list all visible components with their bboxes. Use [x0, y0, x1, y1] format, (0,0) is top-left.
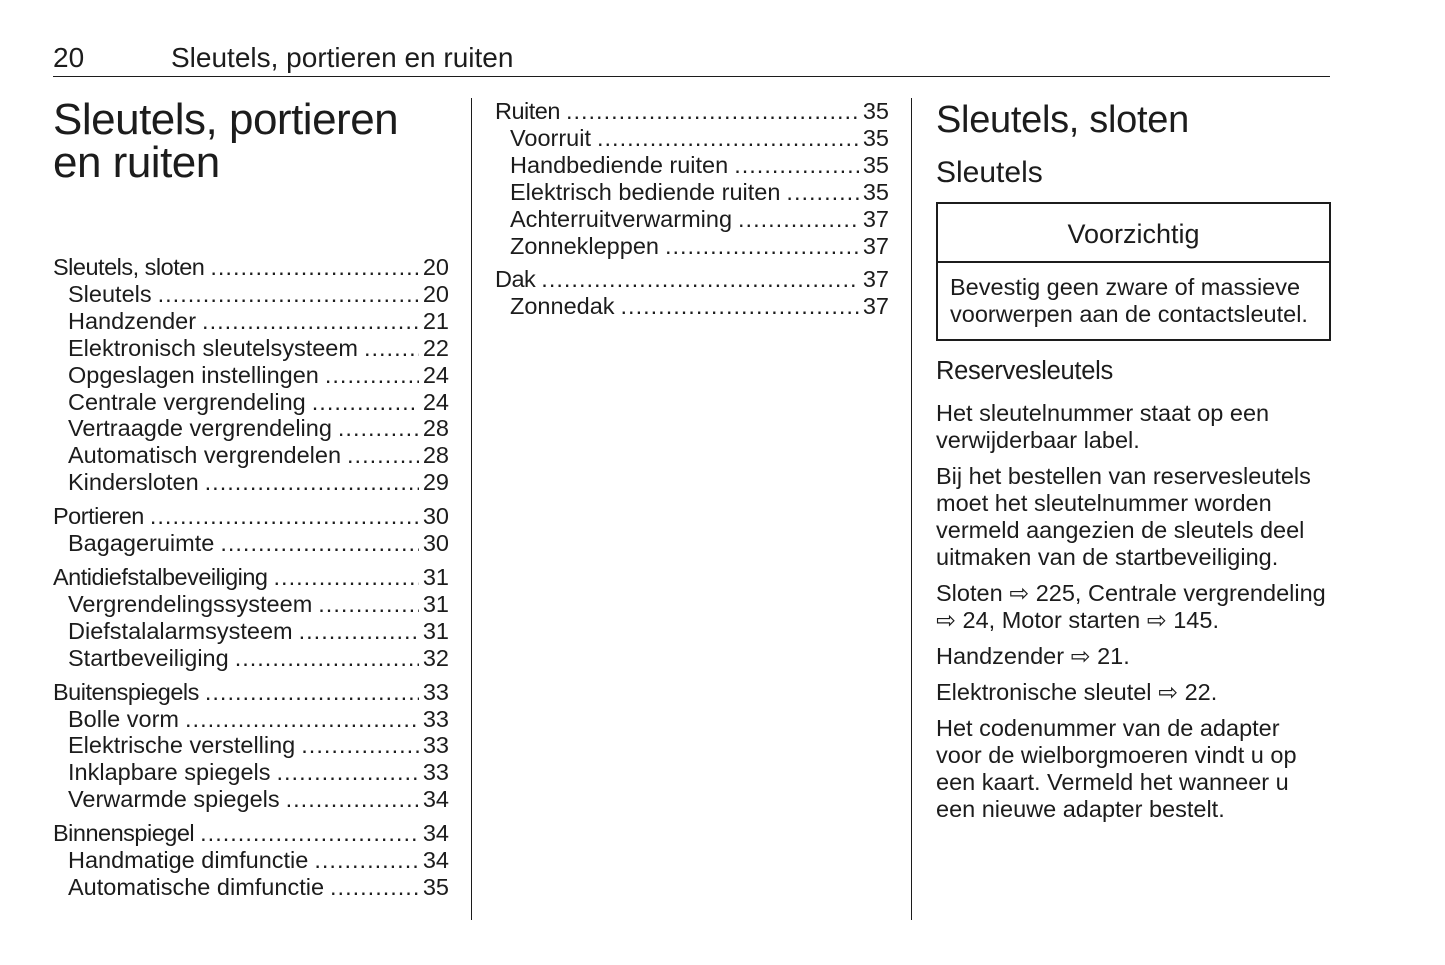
toc-entry-sub[interactable] — [53, 469, 449, 496]
toc-page-number: 34 — [422, 786, 449, 813]
toc-page-number: 20 — [422, 254, 449, 280]
toc-leader-dots — [621, 293, 859, 320]
toc-entry-main[interactable] — [53, 564, 449, 591]
toc-entry-title: Inklapbare spiegels — [68, 759, 271, 786]
toc-list — [495, 98, 889, 320]
toc-page-number: 20 — [422, 280, 449, 307]
toc-leader-dots — [274, 564, 419, 591]
subsection-title: Sleutels — [936, 156, 1043, 189]
reference-arrow-icon: ⇨ — [1070, 643, 1091, 669]
toc-leader-dots — [205, 469, 419, 496]
toc-entry-sub[interactable] — [53, 618, 449, 645]
cross-reference-paragraph — [936, 679, 1331, 706]
column-divider-2 — [911, 98, 912, 920]
toc-entry-title: Bolle vorm — [68, 705, 180, 732]
toc-leader-dots — [330, 874, 419, 901]
toc-page-number: 30 — [422, 530, 449, 557]
chapter-title-line2: en ruiten — [53, 138, 220, 187]
toc-entry-sub[interactable] — [53, 874, 449, 901]
toc-page-number: 37 — [862, 293, 889, 320]
reference-arrow-icon: ⇨ — [936, 607, 956, 633]
toc-leader-dots — [597, 125, 859, 152]
toc-leader-dots — [734, 152, 859, 179]
toc-page-number: 35 — [422, 873, 449, 900]
toc-entry-title: Zonnedak — [510, 293, 615, 320]
toc-leader-dots — [205, 679, 419, 706]
toc-entry-main[interactable] — [495, 266, 889, 293]
toc-page-number: 31 — [422, 617, 449, 644]
toc-leader-dots — [325, 362, 419, 389]
toc-entry-sub[interactable] — [53, 415, 449, 442]
toc-entry-title: Zonnekleppen — [510, 232, 659, 259]
toc-entry-title: Opgeslagen instellingen — [68, 361, 319, 388]
toc-column-1 — [53, 95, 449, 901]
toc-page-number: 21 — [422, 307, 449, 334]
toc-entry-title: Voorruit — [510, 124, 591, 151]
running-title: Sleutels, portieren en ruiten — [171, 42, 514, 73]
toc-entry-sub[interactable] — [495, 293, 889, 320]
ref-text: 145. — [1166, 607, 1219, 633]
toc-page-number: 35 — [862, 98, 889, 124]
toc-entry-sub[interactable] — [53, 732, 449, 759]
toc-entry-title: Sleutels — [68, 280, 152, 307]
toc-leader-dots — [185, 706, 419, 733]
toc-entry-sub[interactable] — [53, 442, 449, 469]
toc-page-number: 34 — [422, 847, 449, 874]
toc-entry-main[interactable] — [53, 503, 449, 530]
toc-leader-dots — [150, 503, 419, 530]
toc-entry-title: Automatische dimfunctie — [68, 873, 325, 900]
toc-entry-sub[interactable] — [53, 645, 449, 672]
toc-entry-title: Handbediende ruiten — [510, 151, 729, 178]
reference-arrow-icon: ⇨ — [1146, 607, 1167, 633]
toc-page-number: 28 — [422, 442, 449, 469]
toc-entry-sub[interactable] — [495, 206, 889, 233]
toc-leader-dots — [566, 98, 859, 125]
toc-entry-sub[interactable] — [53, 281, 449, 308]
toc-leader-dots — [210, 254, 418, 281]
toc-entry-title: Sleutels, sloten — [53, 254, 205, 280]
ref-text: Sloten — [936, 580, 1010, 606]
toc-entry-title: Centrale vergrendeling — [68, 388, 306, 415]
ref-text: 24, Motor starten — [956, 607, 1147, 633]
toc-entry-title: Startbeveiliging — [68, 644, 229, 671]
toc-page-number: 35 — [862, 124, 889, 151]
chapter-title-line1: Sleutels, portieren — [53, 95, 399, 144]
toc-entry-title: Vertraagde vergrendeling — [68, 415, 332, 442]
toc-leader-dots — [235, 645, 419, 672]
toc-page-number: 22 — [422, 334, 449, 361]
reference-arrow-icon: ⇨ — [1158, 679, 1178, 705]
ref-text: 225, Centrale vergrendeling — [1029, 580, 1326, 606]
content-column — [936, 98, 1331, 832]
toc-leader-dots — [286, 786, 419, 813]
chapter-title — [53, 95, 449, 187]
toc-page-number: 31 — [422, 590, 449, 617]
toc-leader-dots — [338, 415, 419, 442]
reference-arrow-icon: ⇨ — [1009, 580, 1030, 606]
column-divider-1 — [471, 98, 472, 920]
toc-leader-dots — [786, 179, 858, 206]
toc-page-number: 29 — [422, 469, 449, 496]
toc-leader-dots — [347, 442, 419, 469]
toc-leader-dots — [318, 591, 419, 618]
toc-page-number: 37 — [862, 205, 889, 232]
toc-entry-title: Bagageruimte — [68, 530, 215, 557]
toc-leader-dots — [314, 847, 419, 874]
caution-text: Bevestig geen zware of massieve voorwerpen aan de contactsleutel. — [950, 274, 1308, 327]
toc-entry-sub[interactable] — [495, 233, 889, 260]
toc-page-number: 33 — [422, 678, 449, 705]
cross-reference-paragraph — [936, 643, 1331, 670]
paragraph: Het codenummer van de adapter voor de wielborgmoeren vindt u op een kaart. Vermeld het wanneer u een nieuwe adapter bestelt. — [936, 715, 1297, 822]
toc-entry-sub[interactable] — [53, 706, 449, 733]
toc-page-number: 31 — [422, 563, 449, 590]
toc-page-number: 35 — [862, 151, 889, 178]
toc-entry-main[interactable] — [495, 98, 889, 125]
toc-entry-sub[interactable] — [495, 125, 889, 152]
toc-entry-title: Elektrische verstelling — [68, 732, 296, 759]
ref-text: Elektronische sleutel — [936, 679, 1159, 705]
ref-text: 22. — [1178, 679, 1218, 705]
toc-page-number: 24 — [422, 388, 449, 415]
toc-entry-sub[interactable] — [53, 362, 449, 389]
toc-leader-dots — [220, 530, 419, 557]
toc-leader-dots — [541, 266, 859, 293]
toc-list — [53, 254, 449, 901]
toc-entry-title: Elektronisch sleutelsysteem — [68, 334, 358, 361]
toc-leader-dots — [200, 820, 419, 847]
toc-leader-dots — [312, 389, 419, 416]
toc-entry-main[interactable] — [53, 820, 449, 847]
toc-entry-title: Verwarmde spiegels — [68, 786, 280, 813]
toc-entry-sub[interactable] — [53, 530, 449, 557]
toc-page-number: 34 — [422, 820, 449, 847]
cross-reference-paragraph — [936, 580, 1331, 634]
toc-entry-title: Automatisch vergrendelen — [68, 442, 342, 469]
toc-page-number: 33 — [422, 705, 449, 732]
toc-entry-sub[interactable] — [53, 308, 449, 335]
toc-leader-dots — [364, 335, 419, 362]
toc-entry-sub[interactable] — [53, 591, 449, 618]
toc-page-number: 35 — [862, 178, 889, 205]
toc-entry-title: Diefstalalarmsysteem — [68, 617, 293, 644]
ref-text: 21. — [1090, 643, 1130, 669]
toc-entry-title: Buitenspiegels — [53, 678, 199, 705]
toc-entry-title: Achterruitverwarming — [510, 205, 733, 232]
toc-entry-main[interactable] — [53, 254, 449, 281]
toc-column-2 — [495, 98, 889, 320]
toc-entry-title: Elektrisch bediende ruiten — [510, 178, 781, 205]
toc-page-number: 28 — [422, 415, 449, 442]
toc-leader-dots — [738, 206, 859, 233]
paragraph: Het sleutelnummer staat op een verwijderbaar label. — [936, 400, 1270, 453]
toc-entry-title: Vergrendelingssysteem — [68, 590, 313, 617]
toc-entry-title: Handzender — [68, 307, 197, 334]
toc-entry-sub[interactable] — [53, 335, 449, 362]
toc-leader-dots — [277, 759, 419, 786]
toc-page-number: 32 — [422, 644, 449, 671]
toc-page-number: 30 — [422, 503, 449, 530]
toc-entry-sub[interactable] — [53, 847, 449, 874]
paragraph: Bij het bestellen van reservesleutels moet het sleutelnummer worden vermeld aangezien de sleutels deel uitmaken van de startbeveiliging. — [936, 463, 1311, 570]
page-number: 20 — [53, 42, 85, 73]
toc-leader-dots — [299, 618, 419, 645]
caution-heading: Voorzichtig — [938, 204, 1329, 263]
toc-page-number: 33 — [422, 732, 449, 759]
toc-entry-sub[interactable] — [53, 389, 449, 416]
toc-leader-dots — [202, 308, 419, 335]
toc-entry-main[interactable] — [53, 679, 449, 706]
toc-entry-sub[interactable] — [53, 786, 449, 813]
toc-entry-title: Dak — [495, 266, 536, 293]
ref-text: Handzender — [936, 643, 1071, 669]
toc-entry-title: Handmatige dimfunctie — [68, 847, 309, 874]
toc-page-number: 37 — [862, 232, 889, 259]
reserve-keys-heading: Reservesleutels — [936, 357, 1113, 385]
toc-leader-dots — [158, 281, 419, 308]
caution-box — [936, 202, 1331, 341]
section-title: Sleutels, sloten — [936, 99, 1189, 141]
toc-leader-dots — [665, 233, 859, 260]
toc-page-number: 37 — [862, 266, 889, 293]
toc-entry-title: Binnenspiegel — [53, 820, 195, 847]
toc-entry-title: Antidiefstalbeveiliging — [53, 563, 268, 590]
toc-entry-title: Kindersloten — [68, 469, 199, 496]
toc-page-number: 24 — [422, 361, 449, 388]
toc-leader-dots — [301, 732, 419, 759]
toc-entry-sub[interactable] — [495, 179, 889, 206]
toc-entry-sub[interactable] — [495, 152, 889, 179]
toc-entry-title: Portieren — [53, 503, 144, 530]
toc-entry-sub[interactable] — [53, 759, 449, 786]
toc-entry-title: Ruiten — [495, 98, 560, 124]
toc-page-number: 33 — [422, 759, 449, 786]
page-header — [53, 40, 1330, 77]
